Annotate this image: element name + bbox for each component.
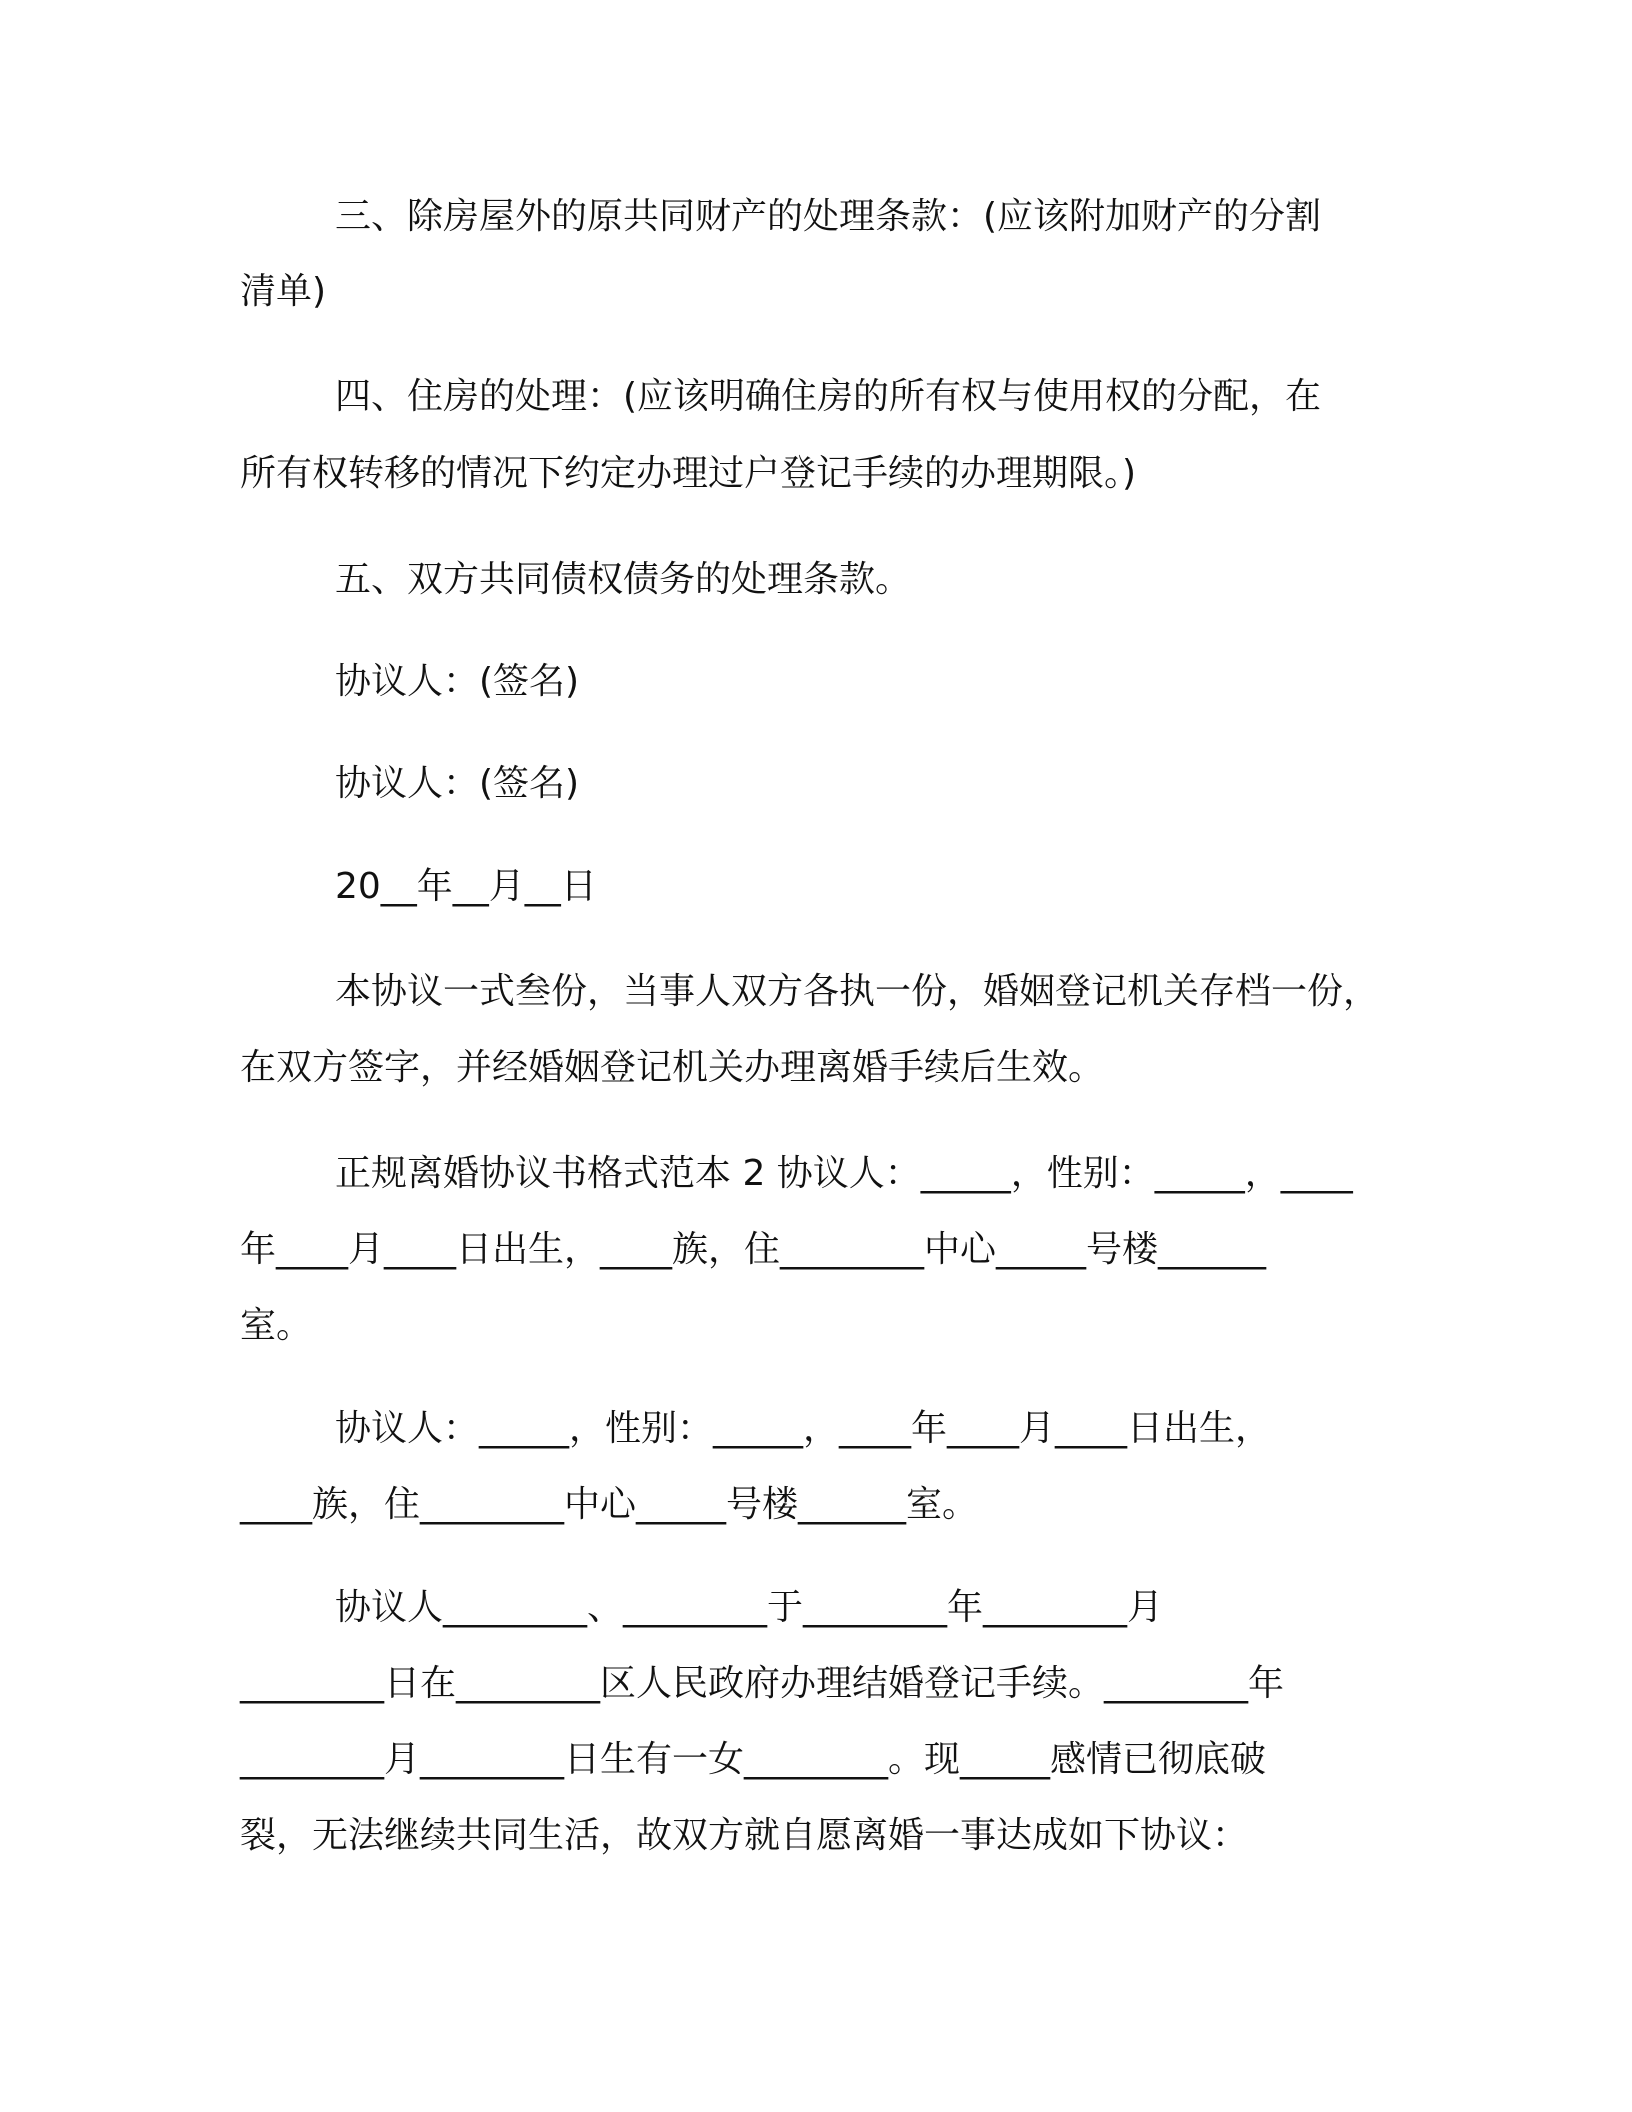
sample-2-preamble-line-3: ________月________日生有一女________。现_____感情已彻底破 <box>240 1739 1267 1780</box>
sample-2-party-2-line-2: ____族，住________中心_____号楼______室。 <box>240 1484 979 1525</box>
clause-4-line-2: 所有权转移的情况下约定办理过户登记手续的办理期限。) <box>240 453 1137 494</box>
sample-2-preamble-line-2: ________日在________区人民政府办理结婚登记手续。________年 <box>240 1663 1285 1704</box>
copies-note-line-1: 本协议一式叁份，当事人双方各执一份，婚姻登记机关存档一份， <box>335 971 1380 1012</box>
sample-2-party-1-line-2: 年____月____日出生，____族，住________中心_____号楼______ <box>240 1229 1267 1270</box>
clause-3-line-1: 三、除房屋外的原共同财产的处理条款：(应该附加财产的分割 <box>335 196 1322 237</box>
copies-note-line-2: 在双方签字，并经婚姻登记机关办理离婚手续后生效。 <box>240 1047 1105 1088</box>
sample-2-preamble-line-1: 协议人________、________于________年________月 <box>335 1587 1164 1628</box>
signature-line-1: 协议人：(签名) <box>335 661 580 702</box>
clause-3-line-2: 清单) <box>240 271 327 312</box>
sample-2-party-1-line-3: 室。 <box>240 1305 313 1346</box>
sample-2-party-1-line-1: 正规离婚协议书格式范本 2 协议人：_____，性别：_____，____ <box>335 1153 1353 1194</box>
date-line: 20__年__月__日 <box>335 866 597 907</box>
sample-2-preamble-line-4: 裂，无法继续共同生活，故双方就自愿离婚一事达成如下协议： <box>240 1815 1249 1856</box>
clause-5-line-1: 五、双方共同债权债务的处理条款。 <box>335 559 912 600</box>
clause-4-line-1: 四、住房的处理：(应该明确住房的所有权与使用权的分配，在 <box>335 376 1322 417</box>
signature-line-2: 协议人：(签名) <box>335 763 580 804</box>
sample-2-party-2-line-1: 协议人：_____，性别：_____，____年____月____日出生， <box>335 1408 1272 1449</box>
